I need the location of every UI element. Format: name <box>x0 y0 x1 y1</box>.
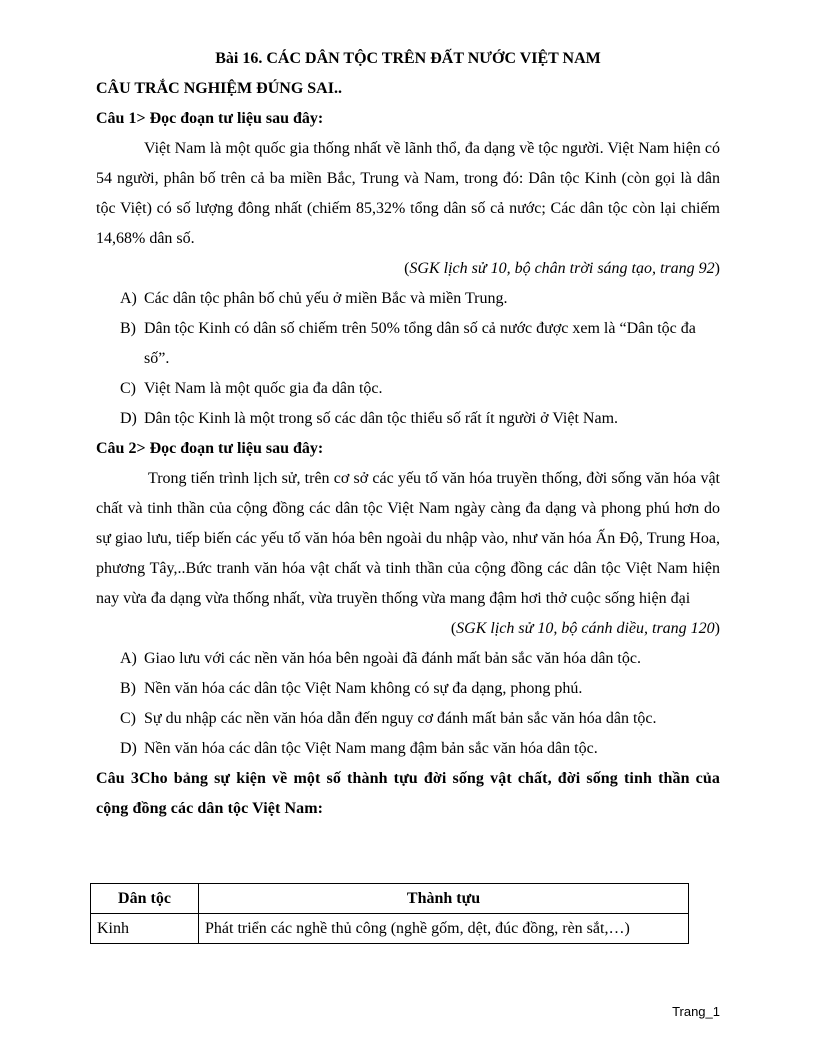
question-1-option-d <box>96 404 720 434</box>
achievements-table <box>90 883 689 944</box>
option-text: Việt Nam là một quốc gia đa dân tộc. <box>144 380 383 397</box>
document-page <box>96 44 720 824</box>
section-heading: CÂU TRẮC NGHIỆM ĐÚNG SAI.. <box>96 80 342 97</box>
table-header-ethnic-group: Dân tộc <box>91 884 199 914</box>
option-label: B) <box>120 320 136 337</box>
page-number: Trang_1 <box>672 1004 720 1019</box>
table-header-row <box>91 884 689 914</box>
table-cell: Phát triển các nghề thủ công (nghề gốm, dệt, đúc đồng, rèn sắt,…) <box>199 914 689 944</box>
question-2-source: (SGK lịch sử 10, bộ cánh diều, trang 120) <box>450 620 720 637</box>
option-text: Nền văn hóa các dân tộc Việt Nam mang đậm bản sắc văn hóa dân tộc. <box>144 740 598 757</box>
option-text: Giao lưu với các nền văn hóa bên ngoài đã đánh mất bản sắc văn hóa dân tộc. <box>144 650 641 667</box>
table-header-achievement: Thành tựu <box>199 884 689 914</box>
option-label: C) <box>120 710 136 727</box>
table-row <box>91 914 689 944</box>
option-text: Sự du nhập các nền văn hóa dẫn đến nguy cơ đánh mất bản sắc văn hóa dân tộc. <box>144 710 657 727</box>
document-title: Bài 16. CÁC DÂN TỘC TRÊN ĐẤT NƯỚC VIỆT NAM <box>215 50 601 67</box>
option-text: Dân tộc Kinh là một trong số các dân tộc thiểu số rất ít người ở Việt Nam. <box>144 410 619 427</box>
question-1-options <box>96 284 720 434</box>
question-1-option-a <box>96 284 720 314</box>
option-text: Nền văn hóa các dân tộc Việt Nam không có sự đa dạng, phong phú. <box>144 680 583 697</box>
question-2-option-a <box>96 644 720 674</box>
question-2-option-d <box>96 734 720 764</box>
question-2-source-text: SGK lịch sử 10, bộ cánh diều, trang 120 <box>456 620 715 637</box>
question-2-passage: Trong tiến trình lịch sử, trên cơ sở các yếu tố văn hóa truyền thống, đời sống văn hóa vật chất và tinh thần của cộng đồng các dân tộc Việt Nam ngày càng đa dạng và phong phú hơn do sự giao lưu, tiếp biến các yếu tố văn hóa bên ngoài du nhập vào, như văn hóa Ấn Độ, Trung Hoa, phương Tây,..Bức tranh văn hóa vật chất và tinh thần của cộng đồng các dân tộc Việt Nam hiện nay vừa đa dạng vừa thống nhất, vừa truyền thống vừa mang đậm hơi thở cuộc sống hiện đại <box>96 470 720 607</box>
question-2-option-c <box>96 704 720 734</box>
option-label: A) <box>120 650 137 667</box>
question-1-heading: Câu 1> Đọc đoạn tư liệu sau đây: <box>96 110 324 127</box>
option-label: D) <box>120 410 137 427</box>
question-1-source-text: SGK lịch sử 10, bộ chân trời sáng tạo, trang 92 <box>409 260 715 277</box>
question-1-source: (SGK lịch sử 10, bộ chân trời sáng tạo, trang 92) <box>404 260 720 277</box>
option-label: B) <box>120 680 136 697</box>
option-text: Dân tộc Kinh có dân số chiếm trên 50% tổng dân số cả nước được xem là “Dân tộc đa số”. <box>144 320 696 367</box>
option-label: A) <box>120 290 137 307</box>
question-2-options <box>96 644 720 764</box>
option-label: C) <box>120 380 136 397</box>
option-label: D) <box>120 740 137 757</box>
question-1-option-c <box>96 374 720 404</box>
table-cell: Kinh <box>91 914 199 944</box>
question-2-heading: Câu 2> Đọc đoạn tư liệu sau đây: <box>96 440 324 457</box>
question-1-option-b <box>96 314 720 374</box>
option-text: Các dân tộc phân bố chủ yếu ở miền Bắc và miền Trung. <box>144 290 508 307</box>
question-3-heading: Câu 3Cho bảng sự kiện về một số thành tựu đời sống vật chất, đời sống tinh thần của cộng đồng các dân tộc Việt Nam: <box>96 770 720 817</box>
question-1-passage: Việt Nam là một quốc gia thống nhất về lãnh thổ, đa dạng về tộc người. Việt Nam hiện có 54 người, phân bố trên cả ba miền Bắc, Trung và Nam, trong đó: Dân tộc Kinh (còn gọi là dân tộc Việt) có số lượng đông nhất (chiếm 85,32% tổng dân số cả nước; Các dân tộc còn lại chiếm 14,68% dân số. <box>96 140 720 247</box>
question-2-option-b <box>96 674 720 704</box>
